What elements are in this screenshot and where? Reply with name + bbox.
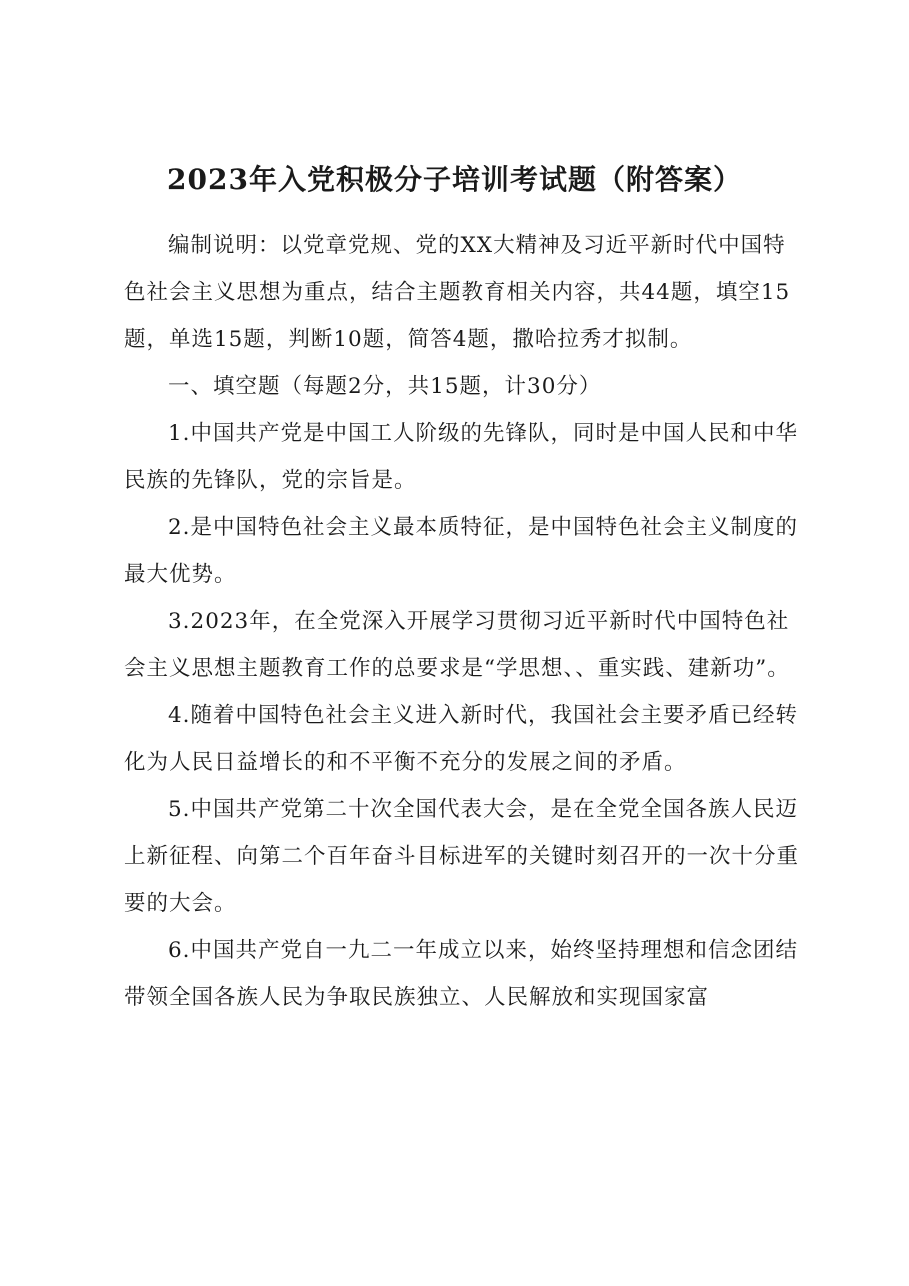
section-heading: 一、填空题（每题2分，共15题，计30分） [168,374,602,399]
intro-paragraph: 编制说明：以党章党规、党的XX大精神及习近平新时代中国特色社会主义思想为重点，结合主题教育相关内容，共44题，填空15题，单选15题，判断10题，简答4题，撒哈拉秀才拟制。 [124,233,791,352]
question-5: 5.中国共产党第二十次全国代表大会，是在全党全国各族人民迈上新征程、向第二个百年奋斗目标进军的关键时刻召开的一次十分重要的大会。 [124,797,800,916]
document-title: 2023年入党积极分子培训考试题（附答案） [167,163,742,196]
document-body [124,222,808,1021]
question-2: 2.是中国特色社会主义最本质特征，是中国特色社会主义制度的最大优势。 [124,515,799,587]
question-1: 1.中国共产党是中国工人阶级的先锋队，同时是中国人民和中华民族的先锋队，党的宗旨是。 [124,421,799,493]
question-4: 4.随着中国特色社会主义进入新时代，我国社会主要矛盾已经转化为人民日益增长的和不平衡不充分的发展之间的矛盾。 [124,703,799,775]
question-6: 6.中国共产党自一九二一年成立以来，始终坚持理想和信念团结带领全国各族人民为争取民族独立、人民解放和实现国家富 [124,938,799,1010]
question-3: 3.2023年，在全党深入开展学习贯彻习近平新时代中国特色社会主义思想主题教育工作的总要求是“学思想、、重实践、建新功”。 [124,609,790,681]
